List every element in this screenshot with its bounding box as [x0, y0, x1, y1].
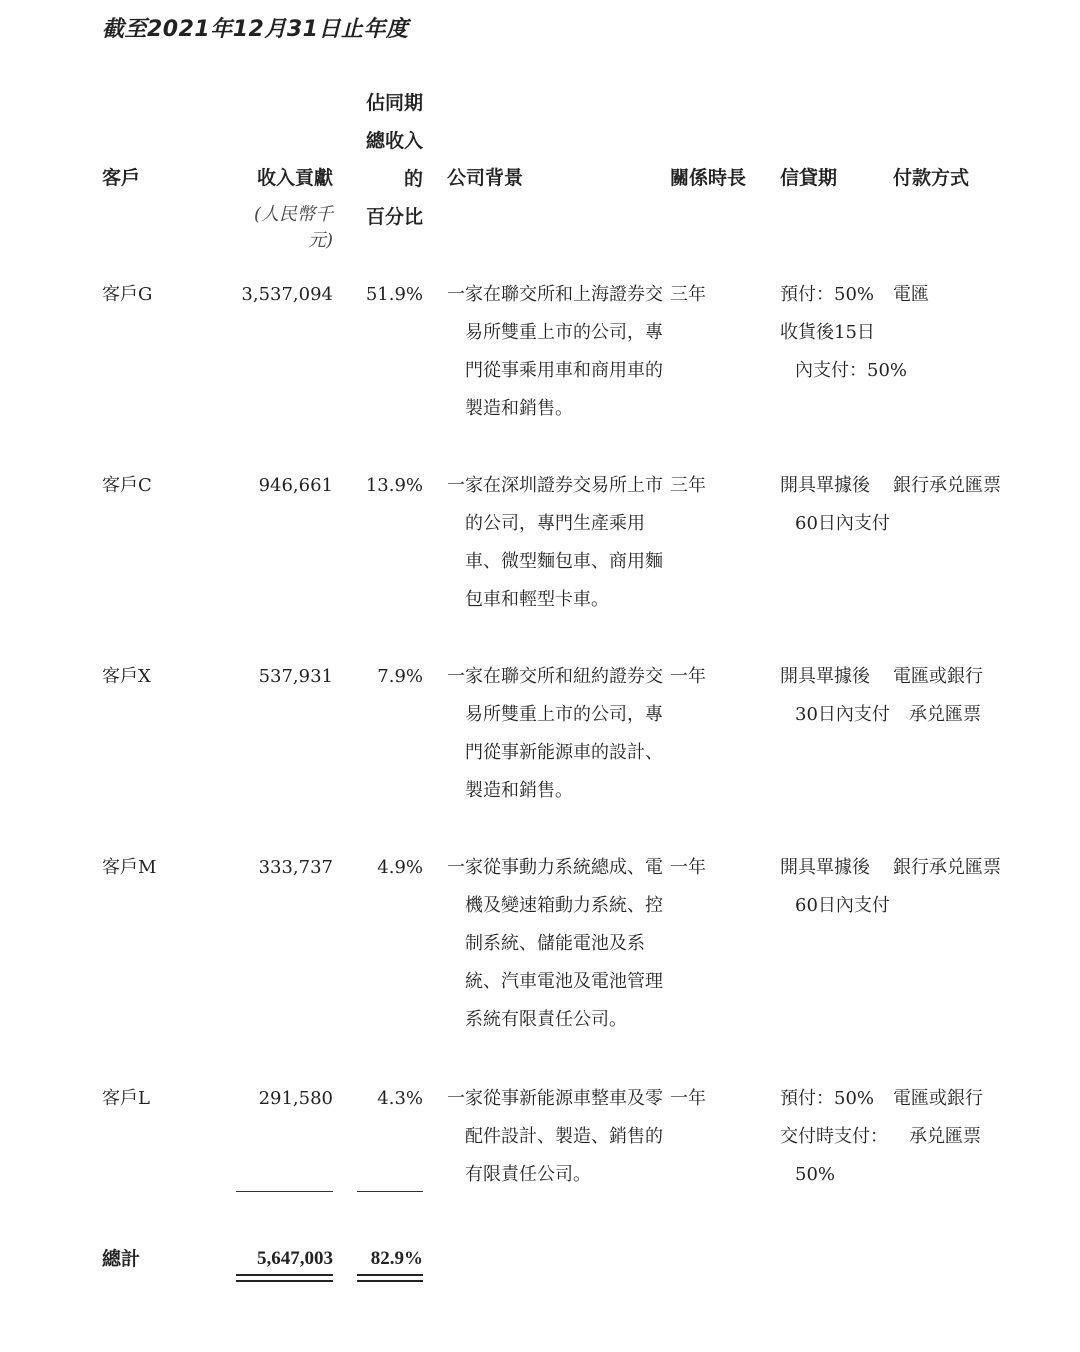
background-line: 製造和銷售。	[465, 398, 573, 419]
background-line: 車、微型麵包車、商用麵	[465, 551, 663, 572]
credit-line: 預付：50%	[780, 284, 875, 305]
header-relationship: 關係時長	[670, 167, 747, 189]
background-line: 易所雙重上市的公司，專	[465, 704, 663, 725]
background-line: 一家在聯交所和紐約證券交	[447, 666, 663, 687]
credit-terms	[780, 467, 890, 543]
customer-name: 客戶G	[102, 284, 153, 305]
background-text	[447, 276, 663, 428]
background-line: 有限責任公司。	[465, 1164, 591, 1185]
relationship-value: 一年	[670, 857, 706, 878]
header-credit: 信貸期	[780, 167, 838, 189]
background-line: 一家從事新能源車整車及零	[447, 1088, 663, 1109]
background-line: 機及變速箱動力系統、控	[465, 895, 663, 916]
relationship-value: 一年	[670, 1088, 706, 1109]
background-line: 系統有限責任公司。	[465, 1009, 627, 1030]
credit-line: 60日內支付	[795, 513, 890, 534]
relationship-value: 一年	[670, 666, 706, 687]
background-text	[447, 658, 663, 810]
customer-name: 客戶L	[102, 1088, 150, 1109]
header-percentage	[350, 84, 423, 236]
page-title: 截至2021年12月31日止年度	[102, 17, 409, 42]
background-line: 統、汽車電池及電池管理	[465, 971, 663, 992]
credit-line: 收貨後15日	[780, 322, 875, 343]
header-revenue: 收入貢獻	[256, 167, 333, 189]
header-customer: 客戶	[102, 167, 141, 189]
header-payment: 付款方式	[893, 167, 970, 189]
percentage-value: 4.3%	[377, 1088, 423, 1109]
payment-method	[893, 849, 1001, 887]
credit-terms	[780, 276, 907, 390]
header-percentage-line: 總收入的	[365, 130, 423, 190]
relationship-value: 三年	[670, 284, 706, 305]
background-text	[447, 1080, 663, 1194]
customer-name: 客戶C	[102, 475, 152, 496]
total-double-rule-percentage	[357, 1274, 423, 1282]
credit-line: 預付：50%	[780, 1088, 875, 1109]
credit-line: 開具單據後	[780, 666, 870, 687]
background-line: 配件設計、製造、銷售的	[465, 1126, 663, 1147]
background-line: 的公司，專門生產乘用	[465, 513, 645, 534]
background-line: 門從事新能源車的設計、	[465, 742, 663, 763]
credit-line: 50%	[795, 1164, 836, 1185]
total-label: 總計	[102, 1248, 141, 1270]
payment-method	[893, 467, 1001, 505]
total-revenue: 5,647,003	[257, 1248, 333, 1269]
credit-line: 開具單據後	[780, 857, 870, 878]
credit-terms	[780, 849, 890, 925]
total-double-rule-revenue	[236, 1274, 333, 1282]
header-percentage-line: 百分比	[365, 206, 423, 228]
revenue-value: 333,737	[258, 857, 333, 878]
total-percentage: 82.9%	[370, 1248, 423, 1269]
credit-line: 30日內支付	[795, 704, 890, 725]
payment-line: 電匯或銀行	[893, 1088, 983, 1109]
payment-line: 承兑匯票	[909, 704, 981, 725]
background-line: 製造和銷售。	[465, 780, 573, 801]
relationship-value: 三年	[670, 475, 706, 496]
background-text	[447, 849, 663, 1039]
customer-name: 客戶M	[102, 857, 157, 878]
background-line: 制系統、儲能電池及系	[465, 933, 645, 954]
payment-method	[893, 658, 983, 734]
payment-line: 銀行承兑匯票	[893, 475, 1001, 496]
payment-line: 承兑匯票	[909, 1126, 981, 1147]
background-line: 一家在聯交所和上海證券交	[447, 284, 663, 305]
customer-name: 客戶X	[102, 666, 151, 687]
credit-terms	[780, 658, 890, 734]
credit-terms	[780, 1080, 888, 1194]
payment-method	[893, 276, 929, 314]
percentage-value: 51.9%	[365, 284, 423, 305]
revenue-value: 946,661	[258, 475, 333, 496]
credit-line: 交付時支付：	[780, 1126, 888, 1147]
payment-line: 電匯或銀行	[893, 666, 983, 687]
background-line: 易所雙重上市的公司，專	[465, 322, 663, 343]
percentage-value: 4.9%	[377, 857, 423, 878]
revenue-value: 537,931	[258, 666, 333, 687]
revenue-value: 3,537,094	[241, 284, 333, 305]
background-text	[447, 467, 663, 619]
header-percentage-line: 佔同期	[365, 92, 423, 114]
payment-line: 電匯	[893, 284, 929, 305]
background-line: 一家從事動力系統總成、電	[447, 857, 663, 878]
background-line: 一家在深圳證券交易所上市	[447, 475, 663, 496]
percentage-value: 7.9%	[377, 666, 423, 687]
credit-line: 開具單據後	[780, 475, 870, 496]
percentage-value: 13.9%	[365, 475, 423, 496]
header-revenue-unit: (人民幣千元)	[253, 204, 333, 251]
credit-line: 60日內支付	[795, 895, 890, 916]
credit-line: 內支付：50%	[795, 360, 908, 381]
payment-line: 銀行承兑匯票	[893, 857, 1001, 878]
header-background: 公司背景	[447, 167, 524, 189]
subtotal-rule-revenue	[236, 1191, 333, 1192]
payment-method	[893, 1080, 983, 1156]
background-line: 門從事乘用車和商用車的	[465, 360, 663, 381]
revenue-value: 291,580	[258, 1088, 333, 1109]
subtotal-rule-percentage	[357, 1191, 423, 1192]
background-line: 包車和輕型卡車。	[465, 589, 609, 610]
